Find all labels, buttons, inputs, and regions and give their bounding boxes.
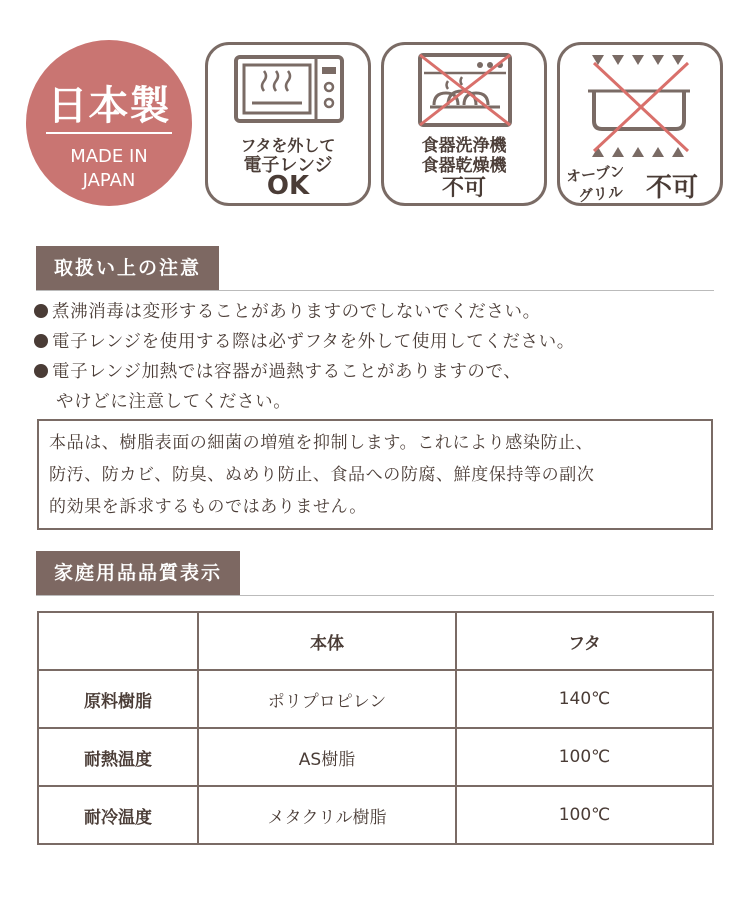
table-corner-cell [38, 612, 198, 670]
caution-text: 煮沸消毒は変形することがありますのでしないでください。 [52, 302, 541, 322]
caution-text: 電子レンジ加熱では容器が過熱することがありますので、 [52, 362, 522, 382]
table-header-row [38, 612, 713, 670]
cell-body: ポリプロピレン [198, 670, 456, 728]
quality-table [37, 611, 714, 845]
cell-lid: 140℃ [456, 670, 713, 728]
cell-lid: 100℃ [456, 728, 713, 786]
dishwasher-prohibited-label: 不可 [441, 176, 486, 201]
japan-label: JAPAN [82, 170, 136, 191]
cell-lid: 100℃ [456, 786, 713, 844]
microwave-ok-badge [205, 42, 371, 206]
dishwasher-line2: 食器乾燥機 [421, 156, 507, 176]
made-in-japan-badge [26, 40, 192, 206]
caution-item-continuation: やけどに注意してください。 [56, 392, 292, 412]
oven-grill-prohibited-badge [557, 42, 723, 206]
microwave-line2: 電子レンジ [243, 155, 333, 176]
disclaimer-line: 的効果を訴求するものではありません。 [49, 497, 367, 517]
column-header-lid: フタ [456, 612, 713, 670]
disclaimer-line: 防汚、防カビ、防臭、ぬめり防止、食品への防腐、鮮度保持等の副次 [49, 465, 595, 485]
quality-divider [36, 595, 714, 596]
quality-heading: 家庭用品品質表示 [36, 551, 240, 595]
row-label: 原料樹脂 [38, 670, 198, 728]
column-header-body: 本体 [198, 612, 456, 670]
microwave-ok-label: OK [266, 171, 310, 201]
bullet-icon [34, 364, 48, 378]
oven-grill-prohibited-icon [560, 45, 720, 165]
caution-item [34, 358, 521, 383]
table-row [38, 786, 713, 844]
disclaimer-line: 本品は、樹脂表面の細菌の増殖を抑制します。これにより感染防止、 [49, 433, 594, 453]
table-row [38, 728, 713, 786]
dishwasher-line1: 食器洗浄機 [421, 136, 507, 156]
grill-label: グリル [577, 182, 624, 206]
microwave-line1: フタを外して [240, 136, 336, 155]
oven-label: オーブン [565, 161, 626, 187]
dishwasher-prohibited-icon [384, 45, 544, 135]
microwave-icon [208, 45, 368, 135]
cell-body: AS樹脂 [198, 728, 456, 786]
made-in-label: MADE IN [70, 146, 148, 167]
row-label: 耐冷温度 [38, 786, 198, 844]
caution-item [34, 298, 541, 323]
row-label: 耐熱温度 [38, 728, 198, 786]
cautions-divider [36, 290, 714, 291]
bullet-icon [34, 334, 48, 348]
badge-divider [46, 132, 172, 134]
bullet-icon [34, 304, 48, 318]
cautions-heading: 取扱い上の注意 [36, 246, 219, 290]
table-row [38, 670, 713, 728]
dishwasher-prohibited-badge [381, 42, 547, 206]
antibacterial-disclaimer [37, 419, 713, 530]
oven-prohibited-label: 不可 [646, 173, 699, 203]
cell-body: メタクリル樹脂 [198, 786, 456, 844]
caution-item [34, 328, 575, 353]
made-in-japan-jp: 日本製 [47, 83, 171, 129]
caution-text: 電子レンジを使用する際は必ずフタを外して使用してください。 [52, 332, 575, 352]
